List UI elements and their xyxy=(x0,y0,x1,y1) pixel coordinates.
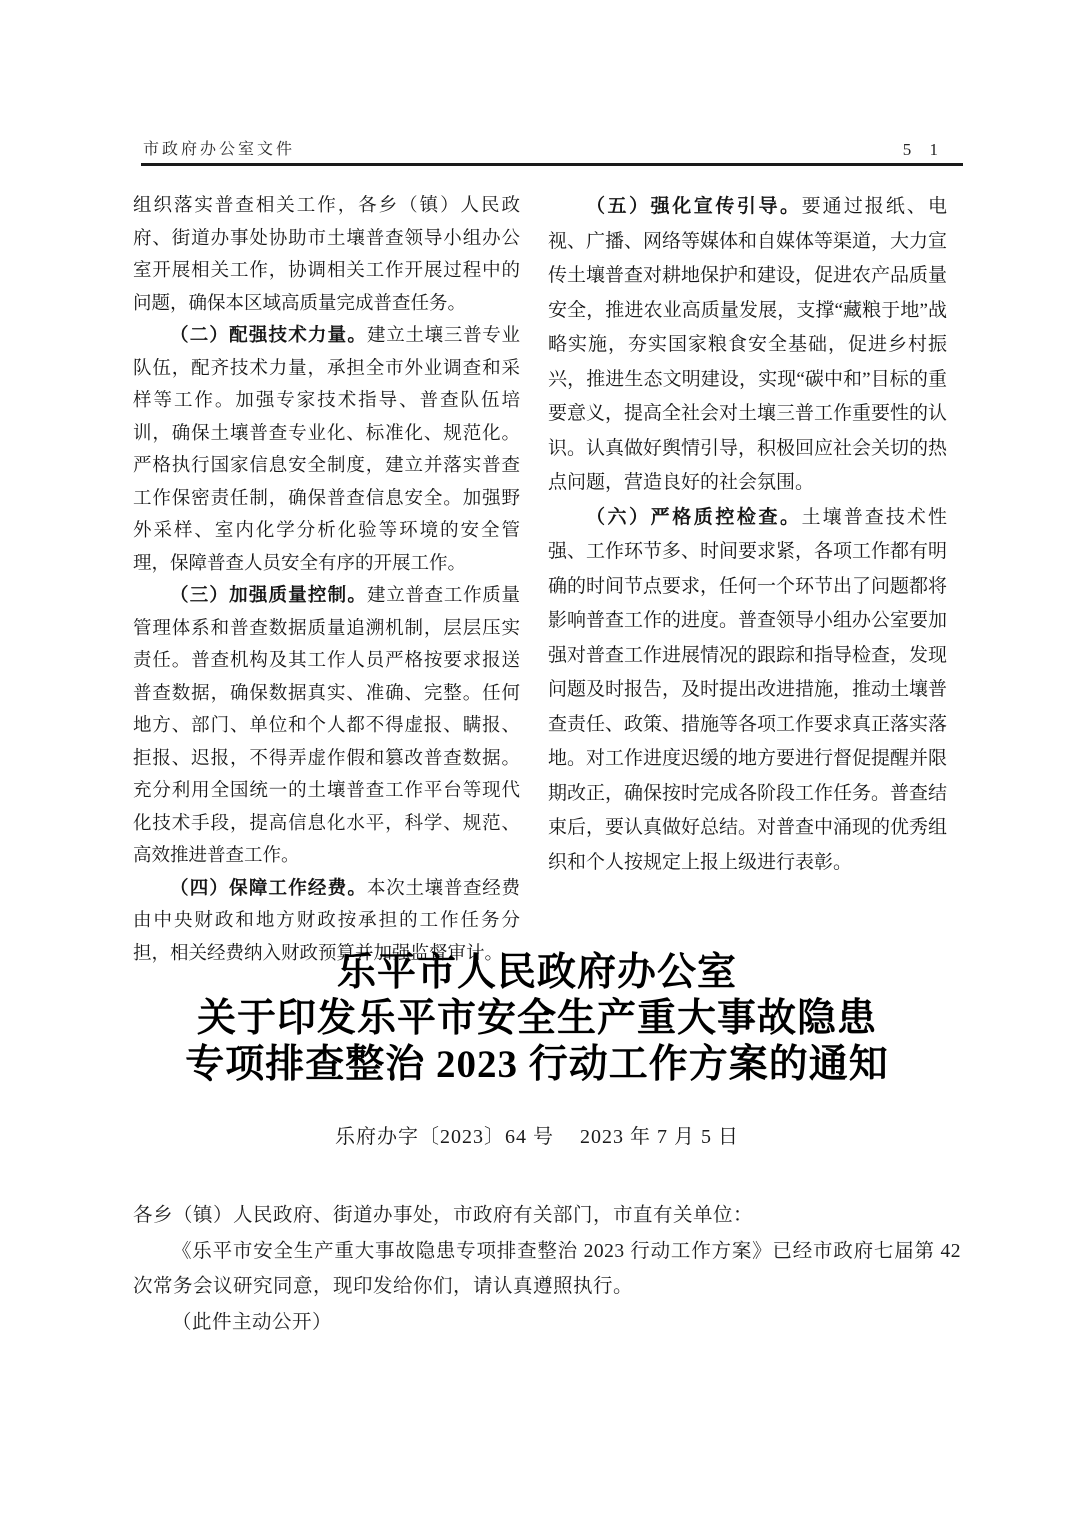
notice-body-text: 《乐平市安全生产重大事故隐患专项排查整治 2023 行动工作方案》已经市政府七届第 42 次常务会议研究同意，现印发给你们，请认真遵照执行。 xyxy=(133,1240,961,1297)
notice-title-line-1: 乐平市人民政府办公室 xyxy=(336,951,737,994)
paragraph-lead: （二）配强技术力量。 xyxy=(170,326,368,346)
notice-salutation: 各乡（镇）人民政府、街道办事处，市政府有关部门，市直有关单位： xyxy=(133,1205,754,1226)
page-number: 5 1 xyxy=(902,140,945,159)
document-number-line xyxy=(0,1120,1074,1149)
left-column xyxy=(133,190,520,970)
header-doc-type-label: 市政府办公室文件 xyxy=(143,141,296,158)
paragraph-text: 组织落实普查相关工作，各乡（镇）人民政府、街道办事处协助市土壤普查领导小组办公室开展相关工作，协调相关工作开展过程中的问题，确保本区域高质量完成普查任务。 xyxy=(133,196,520,314)
paragraph-item-5 xyxy=(548,190,947,501)
paragraph-lead: （五）强化宣传引导。 xyxy=(586,196,802,217)
document-number: 乐府办字〔2023〕64 号 xyxy=(335,1126,554,1148)
notice-publicity-note: （此件主动公开） xyxy=(172,1311,333,1333)
paragraph-lead: （六）严格质控检查。 xyxy=(586,506,802,528)
paragraph-item-3 xyxy=(133,580,520,873)
two-column-body xyxy=(133,190,947,970)
paragraph-continuation xyxy=(133,190,520,320)
notice-title-line-2: 关于印发乐平市安全生产重大事故隐患 xyxy=(196,997,877,1040)
header-rule xyxy=(141,163,963,166)
paragraph-text: 建立土壤三普专业队伍，配齐技术力量，承担全市外业调查和采样等工作。加强专家技术指导、普查队伍培训，确保土壤普查专业化、标准化、规范化。严格执行国家信息安全制度，建立并落实普查工作保密责任制，确保普查信息安全。加强野外采样、室内化学分析化验等环境的安全管理，保障普查人员安全有序的开展工作。 xyxy=(133,326,520,574)
page-header xyxy=(141,0,963,170)
paragraph-lead: （三）加强质量控制。 xyxy=(170,586,368,606)
notice-title xyxy=(0,950,1074,1088)
right-column xyxy=(548,190,947,970)
paragraph-text: 土壤普查技术性强、工作环节多、时间要求紧，各项工作都有明确的时间节点要求，任何一个环节出了问题都将影响普查工作的进度。普查领导小组办公室要加强对普查工作进展情况的跟踪和指导检查，发现问题及时报告，及时提出改进措施，推动土壤普查责任、政策、措施等各项工作要求真正落实落地。对工作进度迟缓的地方要进行督促提醒并限期改正，确保按时完成各阶段工作任务。普查结束后，要认真做好总结。对普查中涌现的优秀组织和个人按规定上报上级进行表彰。 xyxy=(548,506,948,873)
paragraph-item-2 xyxy=(133,320,520,580)
paragraph-text: 本次土壤普查经费由中央财政和地方财政按承担的工作任务分担，相关经费纳入财政预算并加强监督审计。 xyxy=(133,878,520,964)
paragraph-text: 要通过报纸、电视、广播、网络等媒体和自媒体等渠道，大力宣传土壤普查对耕地保护和建设，促进农产品质量安全，推进农业高质量发展，支撑“藏粮于地”战略实施，夯实国家粮食安全基础，促进乡村振兴，推进生态文明建设，实现“碳中和”目标的重要意义，提高全社会对土壤三普工作重要性的认识。认真做好舆情引导，积极回应社会关切的热点问题，营造良好的社会氛围。 xyxy=(548,196,948,493)
notice-body xyxy=(133,1198,961,1340)
document-date: 2023 年 7 月 5 日 xyxy=(580,1126,739,1148)
paragraph-lead: （四）保障工作经费。 xyxy=(170,878,368,899)
notice-title-line-3: 专项排查整治 2023 行动工作方案的通知 xyxy=(185,1043,889,1086)
paragraph-item-6 xyxy=(548,501,947,881)
paragraph-text: 建立普查工作质量管理体系和普查数据质量追溯机制，层层压实责任。普查机构及其工作人员严格按要求报送普查数据，确保数据真实、准确、完整。任何地方、部门、单位和个人都不得虚报、瞒报、拒报、迟报，不得弄虚作假和篡改普查数据。充分利用全国统一的土壤普查工作平台等现代化技术手段，提高信息化水平，科学、规范、高效推进普查工作。 xyxy=(133,586,520,866)
